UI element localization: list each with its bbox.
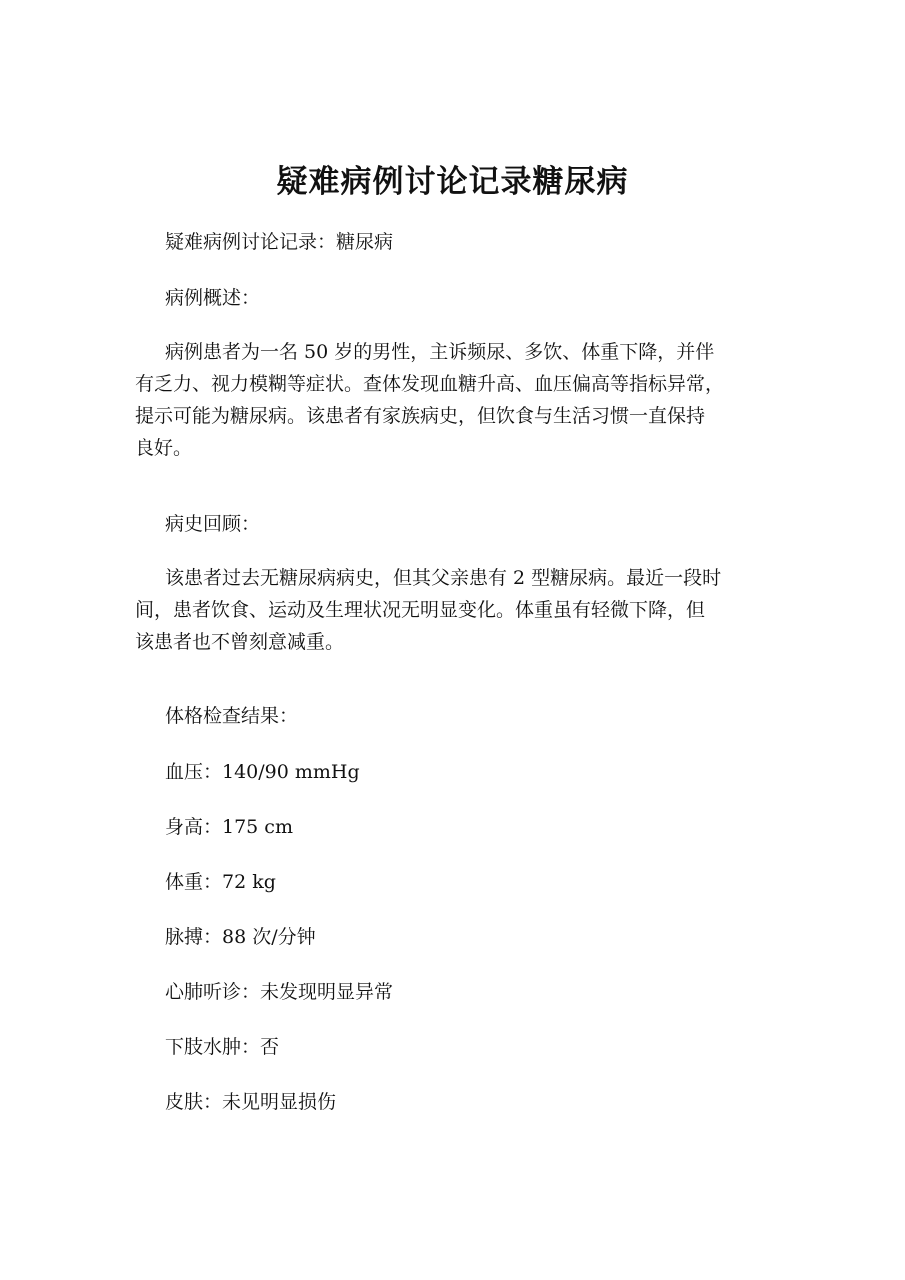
exam-item-pulse [135, 921, 785, 953]
paragraph-line: 良好。 [135, 437, 193, 459]
exam-item: 身高：175 cm [165, 816, 293, 838]
paragraph-line: 该患者也不曾刻意减重。 [135, 631, 345, 653]
paragraph-line: 有乏力、视力模糊等症状。查体发现血糖升高、血压偏高等指标异常， [135, 373, 725, 395]
exam-heading: 体格检查结果： [165, 705, 299, 727]
exam-item-height [135, 811, 785, 843]
subtitle-block [135, 226, 785, 258]
exam-item-weight [135, 866, 785, 898]
exam-item: 脉搏：88 次/分钟 [165, 926, 316, 948]
overview-heading: 病例概述： [165, 287, 261, 309]
exam-heading-block [135, 700, 785, 732]
paragraph-line: 该患者过去无糖尿病病史，但其父亲患有 2 型糖尿病。最近一段时 [165, 567, 722, 589]
exam-item-skin [135, 1086, 785, 1118]
document-subtitle: 疑难病例讨论记录：糖尿病 [165, 231, 394, 253]
exam-item: 心肺听诊：未发现明显异常 [165, 981, 394, 1003]
paragraph-line: 间，患者饮食、运动及生理状况无明显变化。体重虽有轻微下降，但 [135, 599, 706, 621]
overview-paragraph [135, 336, 785, 464]
exam-item: 下肢水肿：否 [165, 1036, 280, 1058]
exam-item-auscultation [135, 976, 785, 1008]
history-heading-block [135, 508, 785, 540]
exam-item: 皮肤：未见明显损伤 [165, 1091, 337, 1113]
history-heading: 病史回顾： [165, 513, 261, 535]
exam-item-edema [135, 1031, 785, 1063]
paragraph-line: 提示可能为糖尿病。该患者有家族病史，但饮食与生活习惯一直保持 [135, 405, 706, 427]
exam-item: 血压：140/90 mmHg [165, 761, 360, 783]
overview-heading-block [135, 282, 785, 314]
document-title: 疑难病例讨论记录糖尿病 [276, 164, 629, 200]
exam-item: 体重：72 kg [165, 871, 276, 893]
paragraph-line: 病例患者为一名 50 岁的男性，主诉频尿、多饮、体重下降，并伴 [165, 341, 715, 363]
exam-item-blood-pressure [135, 756, 785, 788]
history-paragraph [135, 562, 785, 658]
